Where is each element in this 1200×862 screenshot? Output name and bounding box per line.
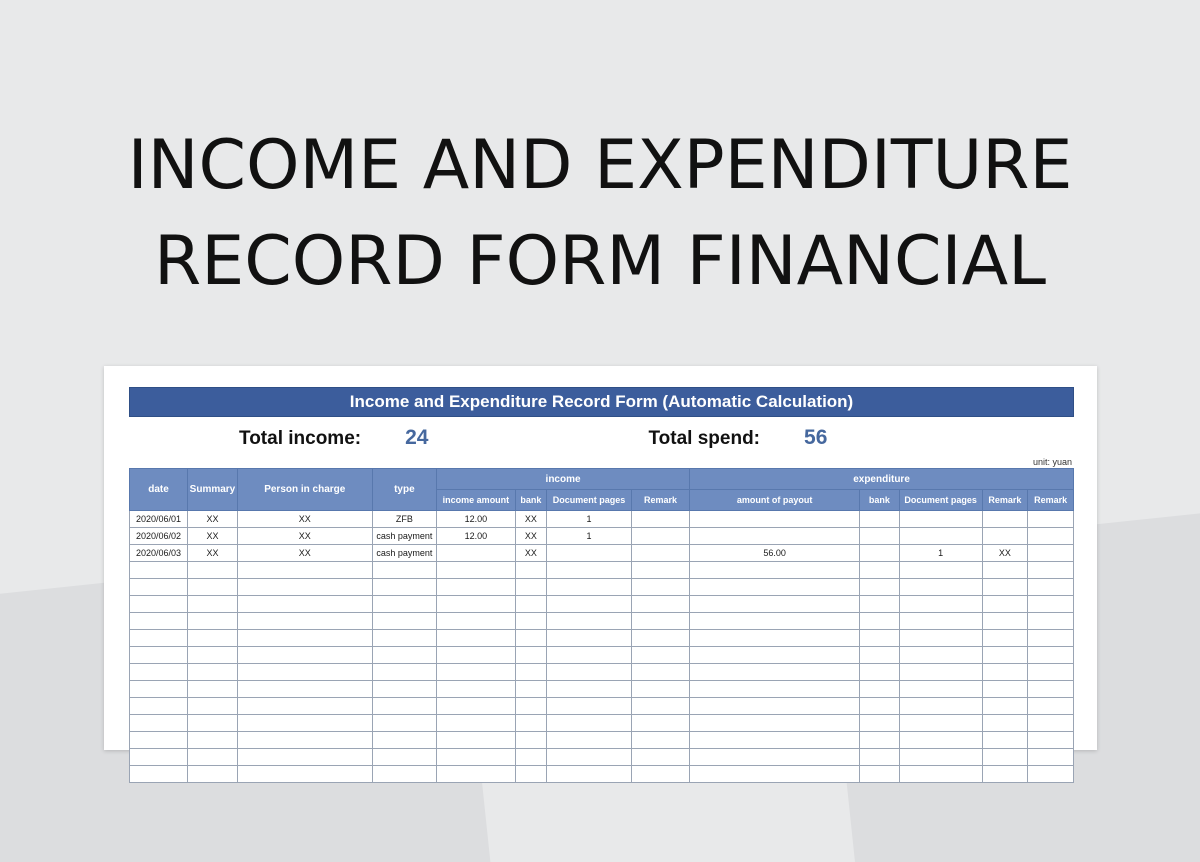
cell-type[interactable]: cash payment <box>372 528 436 545</box>
cell-expenditure-bank[interactable] <box>860 528 899 545</box>
cell-income-amount[interactable]: 12.00 <box>437 511 516 528</box>
col-income-document-pages: Document pages <box>546 490 631 511</box>
cell-expenditure-bank-empty[interactable] <box>860 664 899 681</box>
cell-person-empty[interactable] <box>237 664 372 681</box>
cell-summary-empty[interactable] <box>188 766 238 783</box>
cell-summary-empty[interactable] <box>188 613 238 630</box>
cell-date-empty[interactable] <box>130 630 188 647</box>
cell-expenditure-bank-empty[interactable] <box>860 715 899 732</box>
cell-payout-amount-empty[interactable] <box>690 715 860 732</box>
cell-income-bank-empty[interactable] <box>515 647 546 664</box>
cell-expenditure-remark-empty[interactable] <box>982 766 1028 783</box>
cell-type-empty[interactable] <box>372 664 436 681</box>
cell-summary-empty[interactable] <box>188 630 238 647</box>
cell-expenditure-pages-empty[interactable] <box>899 647 982 664</box>
cell-income-amount-empty[interactable] <box>437 647 516 664</box>
cell-person-empty[interactable] <box>237 579 372 596</box>
col-income-remark: Remark <box>632 490 690 511</box>
cell-summary-empty[interactable] <box>188 698 238 715</box>
cell-payout-amount-empty[interactable] <box>690 749 860 766</box>
cell-income-bank-empty[interactable] <box>515 698 546 715</box>
table-row-empty[interactable] <box>130 562 1074 579</box>
col-person-in-charge: Person in charge <box>237 469 372 511</box>
cell-income-remark[interactable] <box>632 528 690 545</box>
cell-payout-amount-empty[interactable] <box>690 732 860 749</box>
cell-income-bank-empty[interactable] <box>515 562 546 579</box>
cell-income-amount[interactable]: 12.00 <box>437 528 516 545</box>
cell-person[interactable]: XX <box>237 511 372 528</box>
cell-extra-remark[interactable] <box>1028 511 1074 528</box>
cell-income-bank[interactable]: XX <box>515 545 546 562</box>
cell-expenditure-bank[interactable] <box>860 511 899 528</box>
cell-income-pages-empty[interactable] <box>546 630 631 647</box>
cell-income-remark-empty[interactable] <box>632 647 690 664</box>
cell-extra-remark-empty[interactable] <box>1028 579 1074 596</box>
cell-expenditure-pages-empty[interactable] <box>899 596 982 613</box>
cell-expenditure-pages-empty[interactable] <box>899 562 982 579</box>
cell-income-remark-empty[interactable] <box>632 749 690 766</box>
cell-expenditure-remark-empty[interactable] <box>982 613 1028 630</box>
table-row[interactable] <box>130 528 1074 545</box>
cell-extra-remark-empty[interactable] <box>1028 681 1074 698</box>
table-row-empty[interactable] <box>130 749 1074 766</box>
table-row-empty[interactable] <box>130 647 1074 664</box>
col-amount-of-payout: amount of payout <box>690 490 860 511</box>
cell-income-remark-empty[interactable] <box>632 715 690 732</box>
cell-income-remark-empty[interactable] <box>632 698 690 715</box>
cell-income-pages-empty[interactable] <box>546 613 631 630</box>
cell-income-pages-empty[interactable] <box>546 664 631 681</box>
cell-expenditure-remark-empty[interactable] <box>982 630 1028 647</box>
cell-income-bank-empty[interactable] <box>515 664 546 681</box>
cell-type-empty[interactable] <box>372 562 436 579</box>
cell-person-empty[interactable] <box>237 596 372 613</box>
cell-summary-empty[interactable] <box>188 664 238 681</box>
total-income-group <box>239 426 428 450</box>
cell-expenditure-remark-empty[interactable] <box>982 681 1028 698</box>
sheet-banner-title: Income and Expenditure Record Form (Automatic Calculation) <box>129 387 1074 417</box>
cell-income-bank[interactable]: XX <box>515 528 546 545</box>
cell-income-pages-empty[interactable] <box>546 579 631 596</box>
cell-payout-amount-empty[interactable] <box>690 596 860 613</box>
cell-summary-empty[interactable] <box>188 579 238 596</box>
cell-expenditure-pages[interactable] <box>899 528 982 545</box>
cell-person-empty[interactable] <box>237 647 372 664</box>
cell-expenditure-bank-empty[interactable] <box>860 766 899 783</box>
cell-expenditure-bank[interactable] <box>860 545 899 562</box>
cell-type-empty[interactable] <box>372 579 436 596</box>
col-date: date <box>130 469 188 511</box>
col-expenditure-bank: bank <box>860 490 899 511</box>
cell-extra-remark-empty[interactable] <box>1028 630 1074 647</box>
cell-type-empty[interactable] <box>372 732 436 749</box>
group-income: income <box>437 469 690 490</box>
cell-expenditure-remark-empty[interactable] <box>982 698 1028 715</box>
cell-extra-remark-empty[interactable] <box>1028 664 1074 681</box>
cell-income-amount-empty[interactable] <box>437 698 516 715</box>
col-extra-remark: Remark <box>1028 490 1074 511</box>
cell-extra-remark-empty[interactable] <box>1028 647 1074 664</box>
cell-expenditure-bank-empty[interactable] <box>860 681 899 698</box>
cell-expenditure-pages-empty[interactable] <box>899 749 982 766</box>
cell-income-remark-empty[interactable] <box>632 664 690 681</box>
cell-income-bank-empty[interactable] <box>515 732 546 749</box>
cell-expenditure-remark[interactable] <box>982 511 1028 528</box>
cell-type-empty[interactable] <box>372 596 436 613</box>
col-income-bank: bank <box>515 490 546 511</box>
cell-expenditure-bank-empty[interactable] <box>860 647 899 664</box>
spreadsheet-content <box>129 387 1074 783</box>
cell-income-amount-empty[interactable] <box>437 715 516 732</box>
cell-expenditure-pages-empty[interactable] <box>899 732 982 749</box>
cell-income-pages-empty[interactable] <box>546 715 631 732</box>
cell-expenditure-bank-empty[interactable] <box>860 732 899 749</box>
cell-expenditure-pages[interactable]: 1 <box>899 545 982 562</box>
totals-row <box>129 420 1074 456</box>
cell-income-pages-empty[interactable] <box>546 562 631 579</box>
col-income-amount: income amount <box>437 490 516 511</box>
cell-income-pages[interactable] <box>546 545 631 562</box>
cell-income-remark-empty[interactable] <box>632 766 690 783</box>
cell-extra-remark-empty[interactable] <box>1028 596 1074 613</box>
cell-summary-empty[interactable] <box>188 562 238 579</box>
cell-expenditure-pages-empty[interactable] <box>899 766 982 783</box>
cell-type-empty[interactable] <box>372 630 436 647</box>
record-table-body <box>130 511 1074 783</box>
cell-type-empty[interactable] <box>372 766 436 783</box>
cell-type-empty[interactable] <box>372 681 436 698</box>
cell-expenditure-pages[interactable] <box>899 511 982 528</box>
cell-expenditure-bank-empty[interactable] <box>860 579 899 596</box>
cell-expenditure-bank-empty[interactable] <box>860 630 899 647</box>
cell-expenditure-remark-empty[interactable] <box>982 732 1028 749</box>
cell-summary-empty[interactable] <box>188 715 238 732</box>
cell-income-remark[interactable] <box>632 511 690 528</box>
cell-income-pages-empty[interactable] <box>546 698 631 715</box>
cell-summary-empty[interactable] <box>188 749 238 766</box>
cell-income-remark-empty[interactable] <box>632 732 690 749</box>
cell-summary-empty[interactable] <box>188 681 238 698</box>
cell-type[interactable]: ZFB <box>372 511 436 528</box>
cell-expenditure-remark-empty[interactable] <box>982 664 1028 681</box>
cell-income-amount-empty[interactable] <box>437 732 516 749</box>
cell-person-empty[interactable] <box>237 562 372 579</box>
cell-income-amount-empty[interactable] <box>437 749 516 766</box>
cell-income-amount-empty[interactable] <box>437 681 516 698</box>
cell-type-empty[interactable] <box>372 698 436 715</box>
cell-income-remark-empty[interactable] <box>632 562 690 579</box>
cell-extra-remark-empty[interactable] <box>1028 715 1074 732</box>
cell-type-empty[interactable] <box>372 613 436 630</box>
cell-person-empty[interactable] <box>237 613 372 630</box>
cell-date-empty[interactable] <box>130 715 188 732</box>
cell-extra-remark[interactable] <box>1028 545 1074 562</box>
total-spend-group <box>648 426 827 450</box>
cell-type-empty[interactable] <box>372 647 436 664</box>
cell-income-remark-empty[interactable] <box>632 579 690 596</box>
cell-payout-amount[interactable] <box>690 511 860 528</box>
page-title-line-2: RECORD FORM FINANCIAL <box>154 222 1046 301</box>
cell-date-empty[interactable] <box>130 579 188 596</box>
cell-income-amount-empty[interactable] <box>437 579 516 596</box>
cell-expenditure-pages-empty[interactable] <box>899 698 982 715</box>
cell-income-pages-empty[interactable] <box>546 749 631 766</box>
cell-date-empty[interactable] <box>130 698 188 715</box>
cell-income-bank[interactable]: XX <box>515 511 546 528</box>
cell-person[interactable]: XX <box>237 545 372 562</box>
cell-payout-amount-empty[interactable] <box>690 681 860 698</box>
cell-payout-amount-empty[interactable] <box>690 562 860 579</box>
cell-extra-remark[interactable] <box>1028 528 1074 545</box>
cell-expenditure-remark-empty[interactable] <box>982 647 1028 664</box>
table-row[interactable] <box>130 511 1074 528</box>
col-expenditure-document-pages: Document pages <box>899 490 982 511</box>
cell-expenditure-remark-empty[interactable] <box>982 562 1028 579</box>
table-row-empty[interactable] <box>130 579 1074 596</box>
table-header-group-row <box>130 469 1074 490</box>
cell-person-empty[interactable] <box>237 732 372 749</box>
cell-payout-amount-empty[interactable] <box>690 698 860 715</box>
cell-date-empty[interactable] <box>130 766 188 783</box>
cell-expenditure-bank-empty[interactable] <box>860 749 899 766</box>
cell-payout-amount-empty[interactable] <box>690 579 860 596</box>
table-row-empty[interactable] <box>130 732 1074 749</box>
cell-summary-empty[interactable] <box>188 732 238 749</box>
cell-extra-remark-empty[interactable] <box>1028 766 1074 783</box>
cell-income-pages-empty[interactable] <box>546 681 631 698</box>
cell-extra-remark-empty[interactable] <box>1028 562 1074 579</box>
cell-date[interactable]: 2020/06/01 <box>130 511 188 528</box>
cell-date-empty[interactable] <box>130 664 188 681</box>
cell-extra-remark-empty[interactable] <box>1028 698 1074 715</box>
cell-income-amount-empty[interactable] <box>437 664 516 681</box>
cell-extra-remark-empty[interactable] <box>1028 749 1074 766</box>
cell-payout-amount-empty[interactable] <box>690 647 860 664</box>
cell-expenditure-remark-empty[interactable] <box>982 715 1028 732</box>
cell-type[interactable]: cash payment <box>372 545 436 562</box>
cell-person-empty[interactable] <box>237 630 372 647</box>
cell-extra-remark-empty[interactable] <box>1028 613 1074 630</box>
cell-income-amount-empty[interactable] <box>437 596 516 613</box>
table-row-empty[interactable] <box>130 766 1074 783</box>
cell-expenditure-remark[interactable]: XX <box>982 545 1028 562</box>
cell-type-empty[interactable] <box>372 749 436 766</box>
cell-person-empty[interactable] <box>237 766 372 783</box>
cell-payout-amount-empty[interactable] <box>690 630 860 647</box>
cell-expenditure-pages-empty[interactable] <box>899 613 982 630</box>
cell-income-bank-empty[interactable] <box>515 681 546 698</box>
spreadsheet-preview[interactable] <box>104 366 1097 750</box>
cell-income-bank-empty[interactable] <box>515 630 546 647</box>
col-type: type <box>372 469 436 511</box>
cell-person-empty[interactable] <box>237 715 372 732</box>
cell-income-bank-empty[interactable] <box>515 579 546 596</box>
cell-summary-empty[interactable] <box>188 647 238 664</box>
cell-expenditure-remark-empty[interactable] <box>982 749 1028 766</box>
table-row-empty[interactable] <box>130 630 1074 647</box>
cell-income-amount-empty[interactable] <box>437 562 516 579</box>
cell-expenditure-bank-empty[interactable] <box>860 596 899 613</box>
cell-payout-amount-empty[interactable] <box>690 766 860 783</box>
cell-income-bank-empty[interactable] <box>515 749 546 766</box>
total-income-label: Total income: <box>239 428 362 449</box>
cell-person-empty[interactable] <box>237 698 372 715</box>
cell-date[interactable]: 2020/06/03 <box>130 545 188 562</box>
cell-income-amount[interactable] <box>437 545 516 562</box>
cell-date-empty[interactable] <box>130 562 188 579</box>
table-row-empty[interactable] <box>130 715 1074 732</box>
cell-summary[interactable]: XX <box>188 545 238 562</box>
record-table[interactable] <box>129 468 1074 783</box>
unit-note: unit: yuan <box>1032 457 1072 467</box>
total-spend-value: 56 <box>804 426 828 449</box>
cell-expenditure-bank-empty[interactable] <box>860 562 899 579</box>
cell-summary[interactable]: XX <box>188 511 238 528</box>
cell-income-bank-empty[interactable] <box>515 766 546 783</box>
group-expenditure: expenditure <box>690 469 1074 490</box>
cell-income-pages[interactable]: 1 <box>546 528 631 545</box>
cell-person[interactable]: XX <box>237 528 372 545</box>
table-row-empty[interactable] <box>130 613 1074 630</box>
col-expenditure-remark: Remark <box>982 490 1028 511</box>
cell-date-empty[interactable] <box>130 681 188 698</box>
page-title <box>0 118 1200 310</box>
cell-income-pages-empty[interactable] <box>546 766 631 783</box>
cell-expenditure-pages-empty[interactable] <box>899 715 982 732</box>
cell-income-pages-empty[interactable] <box>546 647 631 664</box>
cell-income-pages-empty[interactable] <box>546 596 631 613</box>
table-row-empty[interactable] <box>130 681 1074 698</box>
table-row-empty[interactable] <box>130 664 1074 681</box>
table-row-empty[interactable] <box>130 698 1074 715</box>
cell-date-empty[interactable] <box>130 596 188 613</box>
cell-expenditure-bank-empty[interactable] <box>860 613 899 630</box>
cell-income-bank-empty[interactable] <box>515 613 546 630</box>
cell-income-bank-empty[interactable] <box>515 715 546 732</box>
cell-income-amount-empty[interactable] <box>437 766 516 783</box>
cell-expenditure-remark-empty[interactable] <box>982 596 1028 613</box>
total-income-value: 24 <box>405 426 429 449</box>
cell-payout-amount[interactable]: 56.00 <box>690 545 860 562</box>
cell-date-empty[interactable] <box>130 647 188 664</box>
cell-date-empty[interactable] <box>130 613 188 630</box>
cell-summary[interactable]: XX <box>188 528 238 545</box>
page-title-line-1: INCOME AND EXPENDITURE <box>127 126 1073 205</box>
cell-person-empty[interactable] <box>237 681 372 698</box>
total-spend-label: Total spend: <box>648 428 761 449</box>
cell-income-remark-empty[interactable] <box>632 681 690 698</box>
cell-date-empty[interactable] <box>130 749 188 766</box>
table-row[interactable] <box>130 545 1074 562</box>
cell-income-amount-empty[interactable] <box>437 630 516 647</box>
cell-expenditure-remark-empty[interactable] <box>982 579 1028 596</box>
cell-payout-amount-empty[interactable] <box>690 613 860 630</box>
cell-expenditure-pages-empty[interactable] <box>899 579 982 596</box>
cell-date[interactable]: 2020/06/02 <box>130 528 188 545</box>
cell-income-pages-empty[interactable] <box>546 732 631 749</box>
cell-income-bank-empty[interactable] <box>515 596 546 613</box>
cell-extra-remark-empty[interactable] <box>1028 732 1074 749</box>
cell-summary-empty[interactable] <box>188 596 238 613</box>
cell-expenditure-pages-empty[interactable] <box>899 681 982 698</box>
cell-expenditure-pages-empty[interactable] <box>899 664 982 681</box>
cell-income-amount-empty[interactable] <box>437 613 516 630</box>
cell-income-remark-empty[interactable] <box>632 596 690 613</box>
cell-expenditure-pages-empty[interactable] <box>899 630 982 647</box>
cell-date-empty[interactable] <box>130 732 188 749</box>
cell-income-pages[interactable]: 1 <box>546 511 631 528</box>
table-row-empty[interactable] <box>130 596 1074 613</box>
cell-income-remark[interactable] <box>632 545 690 562</box>
cell-payout-amount-empty[interactable] <box>690 664 860 681</box>
cell-person-empty[interactable] <box>237 749 372 766</box>
cell-expenditure-bank-empty[interactable] <box>860 698 899 715</box>
cell-expenditure-remark[interactable] <box>982 528 1028 545</box>
cell-income-remark-empty[interactable] <box>632 613 690 630</box>
col-summary: Summary <box>188 469 238 511</box>
cell-income-remark-empty[interactable] <box>632 630 690 647</box>
cell-payout-amount[interactable] <box>690 528 860 545</box>
cell-type-empty[interactable] <box>372 715 436 732</box>
